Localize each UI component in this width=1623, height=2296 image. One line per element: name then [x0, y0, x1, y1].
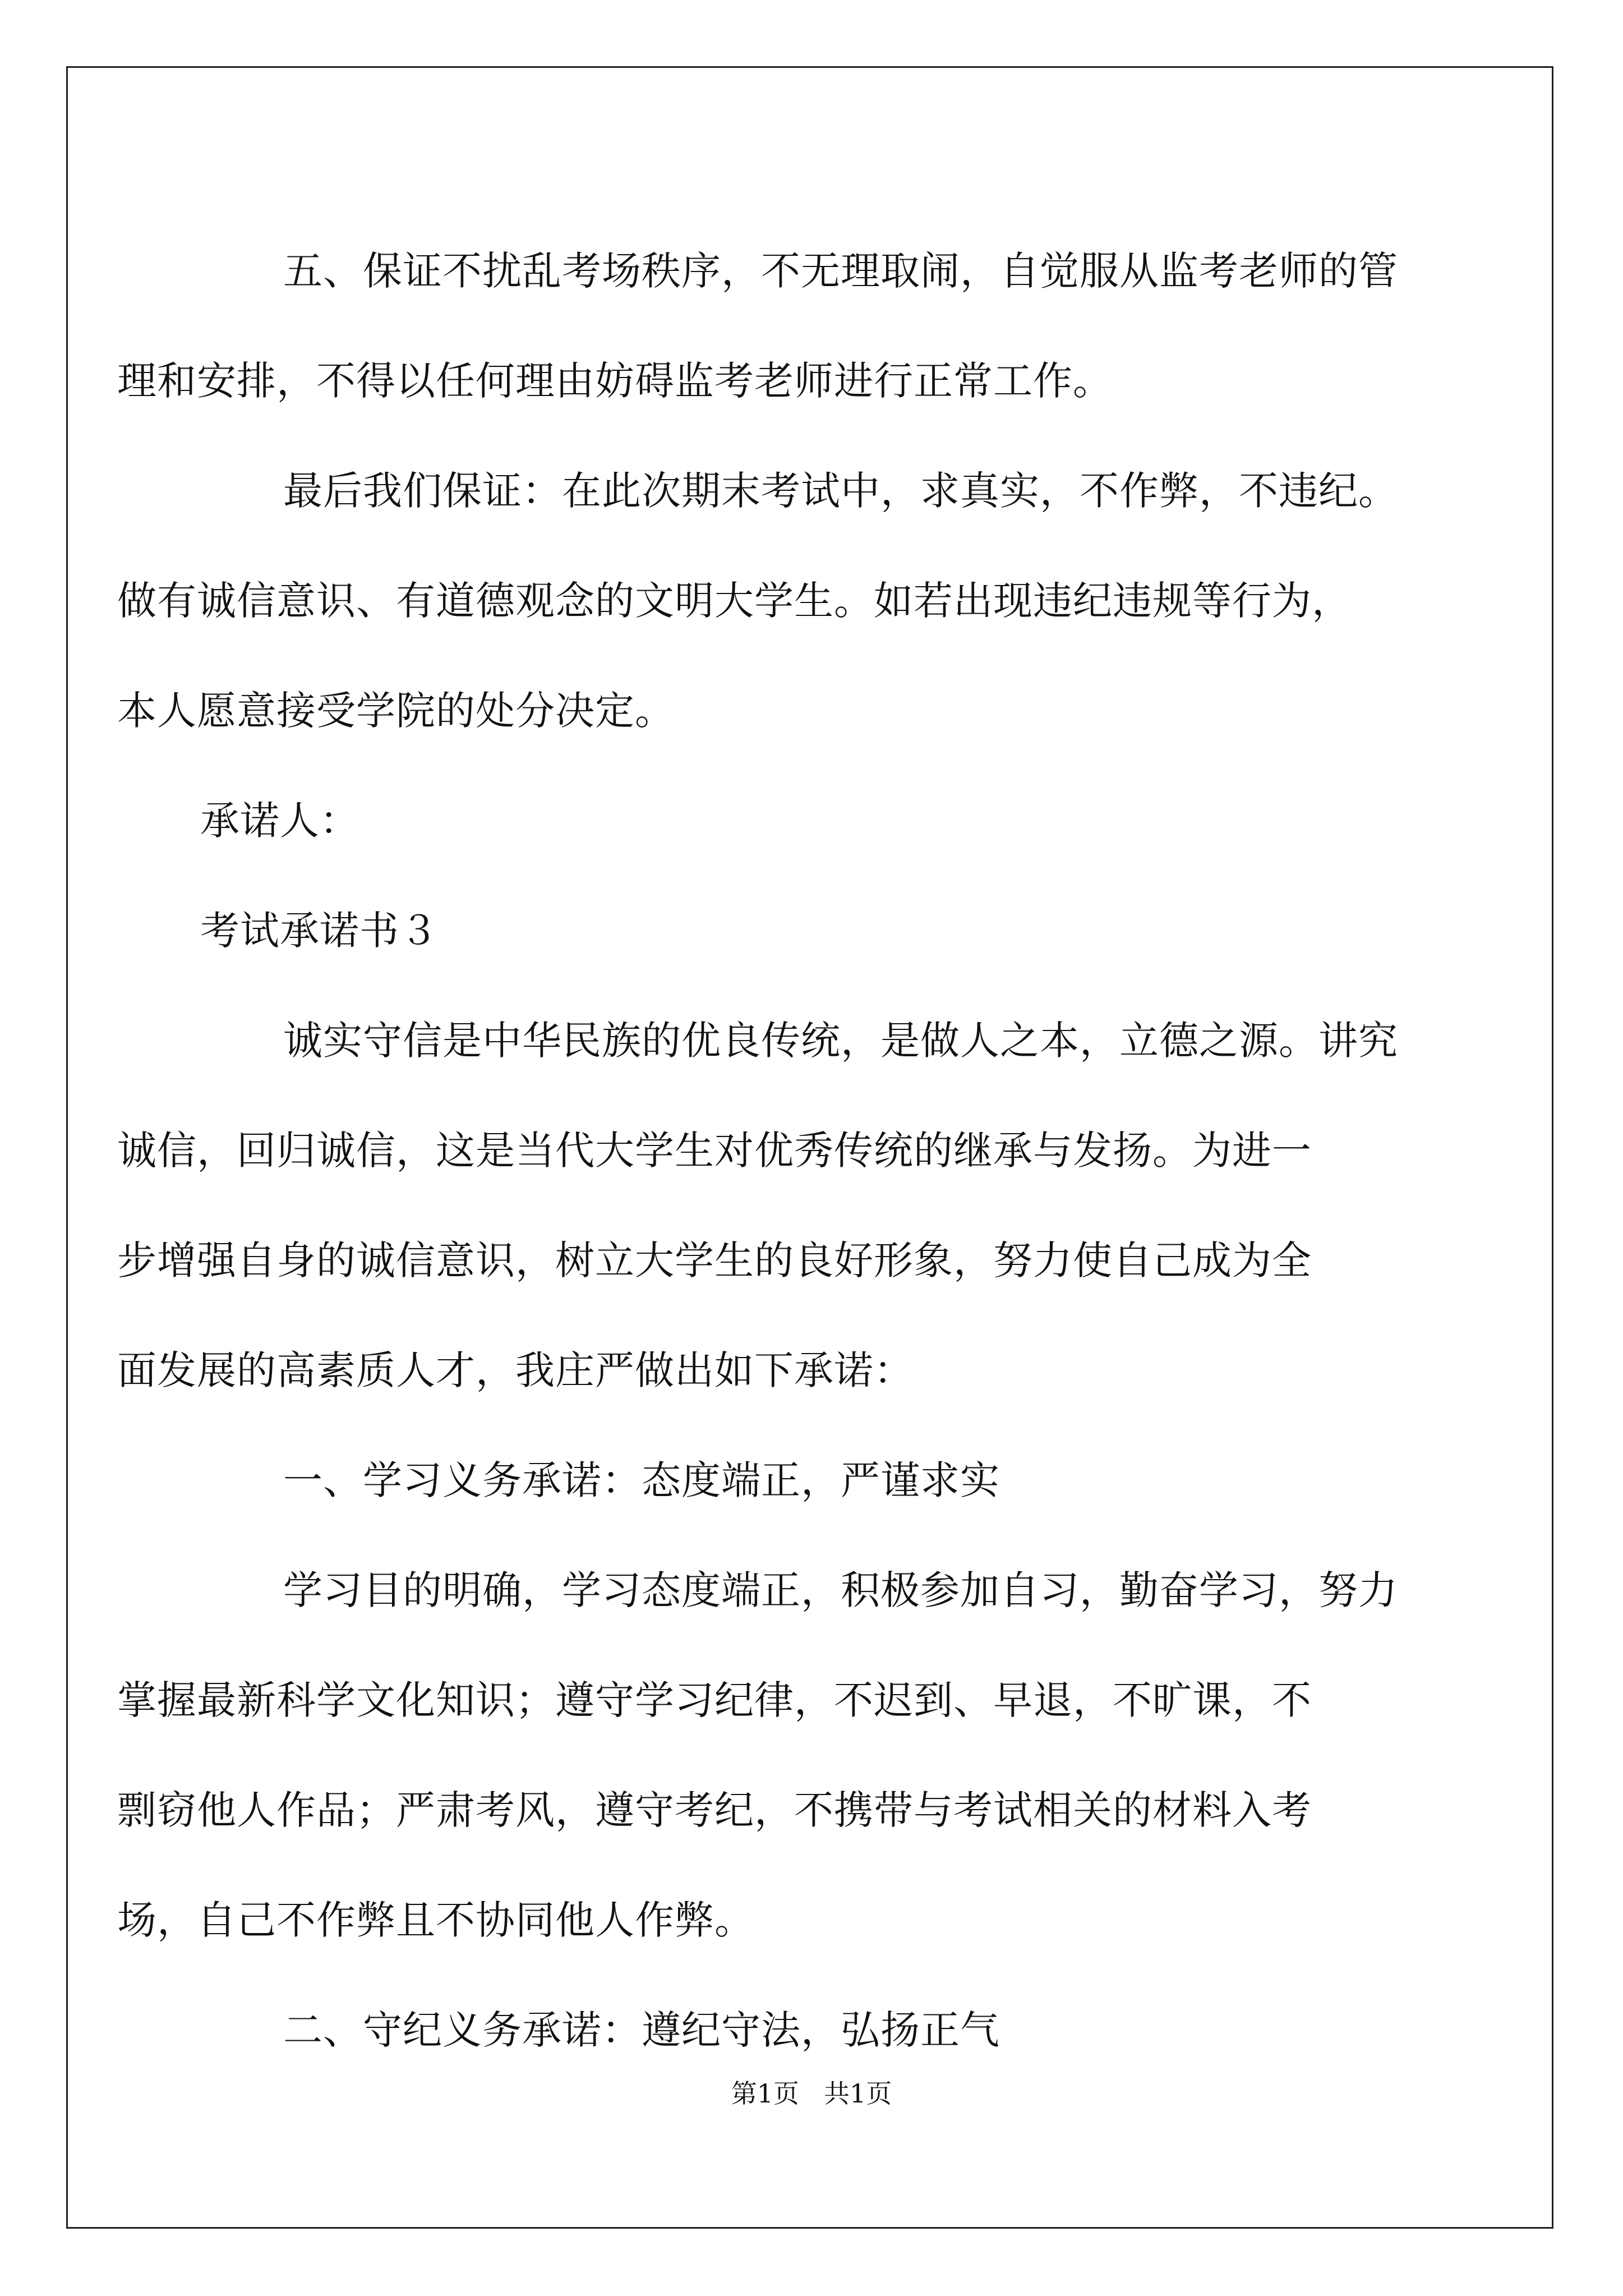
text-line: 五、保证不扰乱考场秩序，不无理取闹，自觉服从监考老师的管 — [283, 248, 1398, 294]
paragraph-clause-five — [117, 216, 1423, 436]
text-line: 掌握最新科学文化知识；遵守学习纪律，不迟到、早退，不旷课，不 — [117, 1677, 1312, 1723]
text-line: 诚信，回归诚信，这是当代大学生对优秀传统的继承与发扬。为进一 — [117, 1128, 1312, 1174]
text-line: 学习目的明确，学习态度端正，积极参加自习，勤奋学习，努力 — [283, 1567, 1398, 1613]
text-line: 本人愿意接受学院的处分决定。 — [117, 688, 675, 734]
page-total: 共1页 — [823, 2078, 892, 2109]
heading-discipline-pledge — [200, 1975, 1423, 2085]
page-number: 第1页 — [731, 2078, 800, 2109]
text-line: 步增强自身的诚信意识，树立大学生的良好形象，努力使自己成为全 — [117, 1237, 1312, 1283]
text-line: 二、守纪义务承诺：遵纪守法，弘扬正气 — [283, 2007, 1000, 2053]
page-footer — [0, 2073, 1623, 2110]
text-line: 面发展的高素质人才，我庄严做出如下承诺： — [117, 1347, 914, 1393]
text-line: 一、学习义务承诺：态度端正，严谨求实 — [283, 1457, 1000, 1503]
text-line: 做有诚信意识、有道德观念的文明大学生。如若出现违纪违规等行为， — [117, 578, 1352, 624]
heading-study-pledge — [200, 1425, 1423, 1535]
signatory-label — [200, 766, 1423, 876]
text-line: 承诺人： — [200, 798, 359, 844]
text-line: 考试承诺书３ — [200, 908, 439, 954]
paragraph-intro — [117, 986, 1423, 1425]
text-line: 诚实守信是中华民族的优良传统，是做人之本，立德之源。讲究 — [283, 1018, 1398, 1064]
text-line: 场，自己不作弊且不协同他人作弊。 — [117, 1897, 754, 1943]
paragraph-study-pledge — [117, 1535, 1423, 1975]
text-line: 最后我们保证：在此次期末考试中，求真实，不作弊，不违纪。 — [283, 468, 1398, 514]
text-line: 理和安排，不得以任何理由妨碍监考老师进行正常工作。 — [117, 358, 1113, 404]
paragraph-final-guarantee — [117, 436, 1423, 766]
text-line: 剽窃他人作品；严肃考风，遵守考纪，不携带与考试相关的材料入考 — [117, 1787, 1312, 1833]
section-title — [200, 876, 1423, 986]
document-body — [117, 216, 1423, 2085]
